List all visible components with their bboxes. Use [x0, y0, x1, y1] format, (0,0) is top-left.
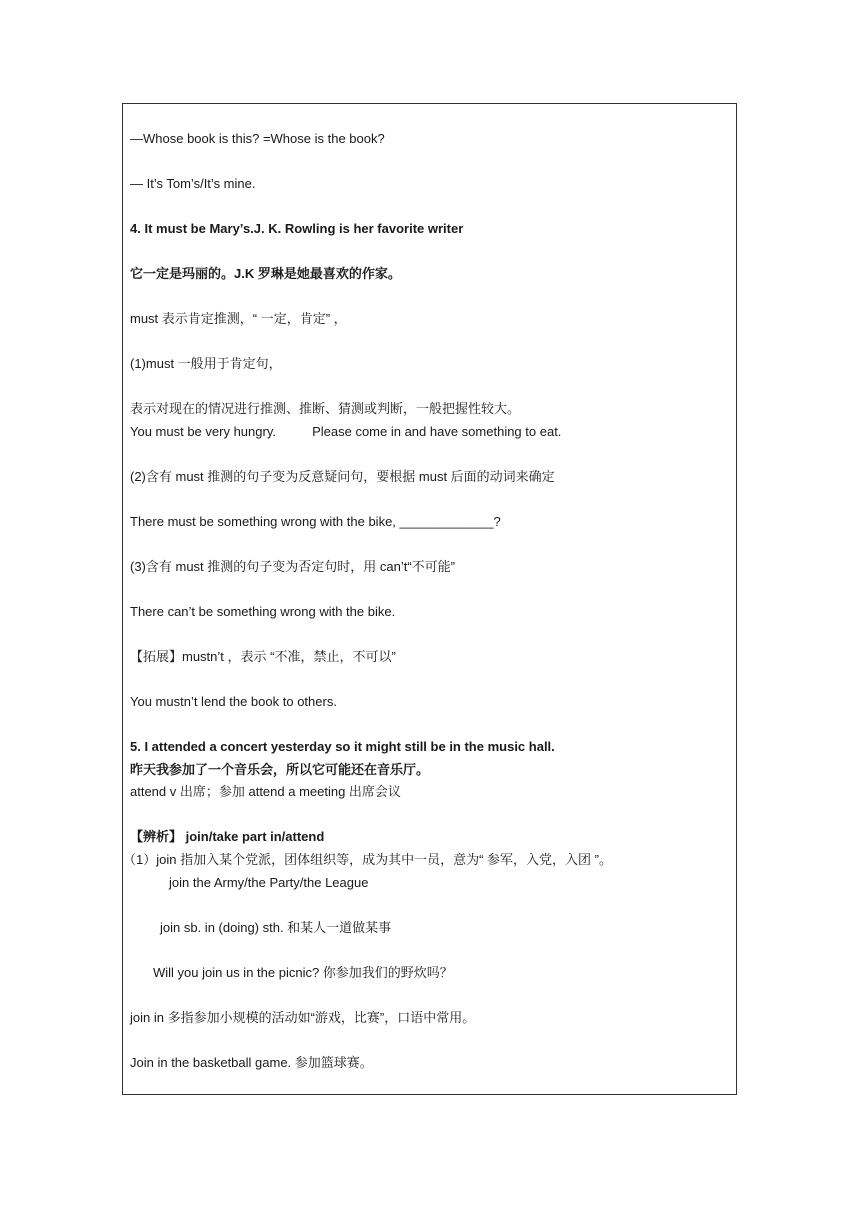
- section-translation: 昨天我参加了一个音乐会，所以它可能还在音乐厅。: [130, 762, 430, 777]
- section-heading: 5. I attended a concert yesterday so it might still be in the music hall.: [130, 739, 555, 754]
- example-sentence: Join in the basketball game. 参加篮球赛。: [130, 1055, 373, 1070]
- text-line: (3)含有 must 推测的句子变为否定句时，用 can’t“不可能”: [130, 559, 456, 574]
- analysis-heading: 【辨析】 join/take part in/attend: [130, 829, 325, 844]
- example-sentence: Will you join us in the picnic? 你参加我们的野炊吗？: [153, 965, 453, 980]
- extension-note: 【拓展】mustn’t ，表示 “不准，禁止，不可以”: [130, 649, 396, 664]
- text-line: attend v 出席；参加 attend a meeting 出席会议: [130, 784, 401, 799]
- text-line: 表示对现在的情况进行推测、推断、猜测或判断，一般把握性较大。: [130, 401, 521, 416]
- text-line: must 表示肯定推测，“ 一定，肯定” ，: [130, 311, 347, 326]
- text-line: (1)must 一般用于肯定句，: [130, 356, 282, 371]
- example-sentence: There must be something wrong with the bike, _____________?: [130, 514, 501, 529]
- section-heading: 4. It must be Mary’s.J. K. Rowling is her favorite writer: [130, 221, 464, 236]
- example-sentence: There can’t be something wrong with the bike.: [130, 604, 396, 619]
- text-line: —Whose book is this? =Whose is the book?: [130, 131, 385, 146]
- content-frame: [122, 103, 737, 1095]
- example-sentence: You must be very hungry. Please come in and have something to eat.: [130, 424, 562, 439]
- text-line: join in 多指参加小规模的活动如“游戏，比赛”，口语中常用。: [130, 1010, 476, 1025]
- example-phrase: join sb. in (doing) sth. 和某人一道做某事: [160, 920, 392, 935]
- text-line: （1）join 指加入某个党派，团体组织等，成为其中一员，意为“ 参军，入党，入团 ”。: [123, 852, 612, 867]
- text-line: (2)含有 must 推测的句子变为反意疑问句，要根据 must 后面的动词来确定: [130, 469, 555, 484]
- section-translation: 它一定是玛丽的。J.K 罗琳是她最喜欢的作家。: [130, 266, 401, 281]
- text-line: — It’s Tom’s/It’s mine.: [130, 176, 256, 191]
- example-phrase: join the Army/the Party/the League: [169, 875, 369, 890]
- example-sentence: You mustn’t lend the book to others.: [130, 694, 337, 709]
